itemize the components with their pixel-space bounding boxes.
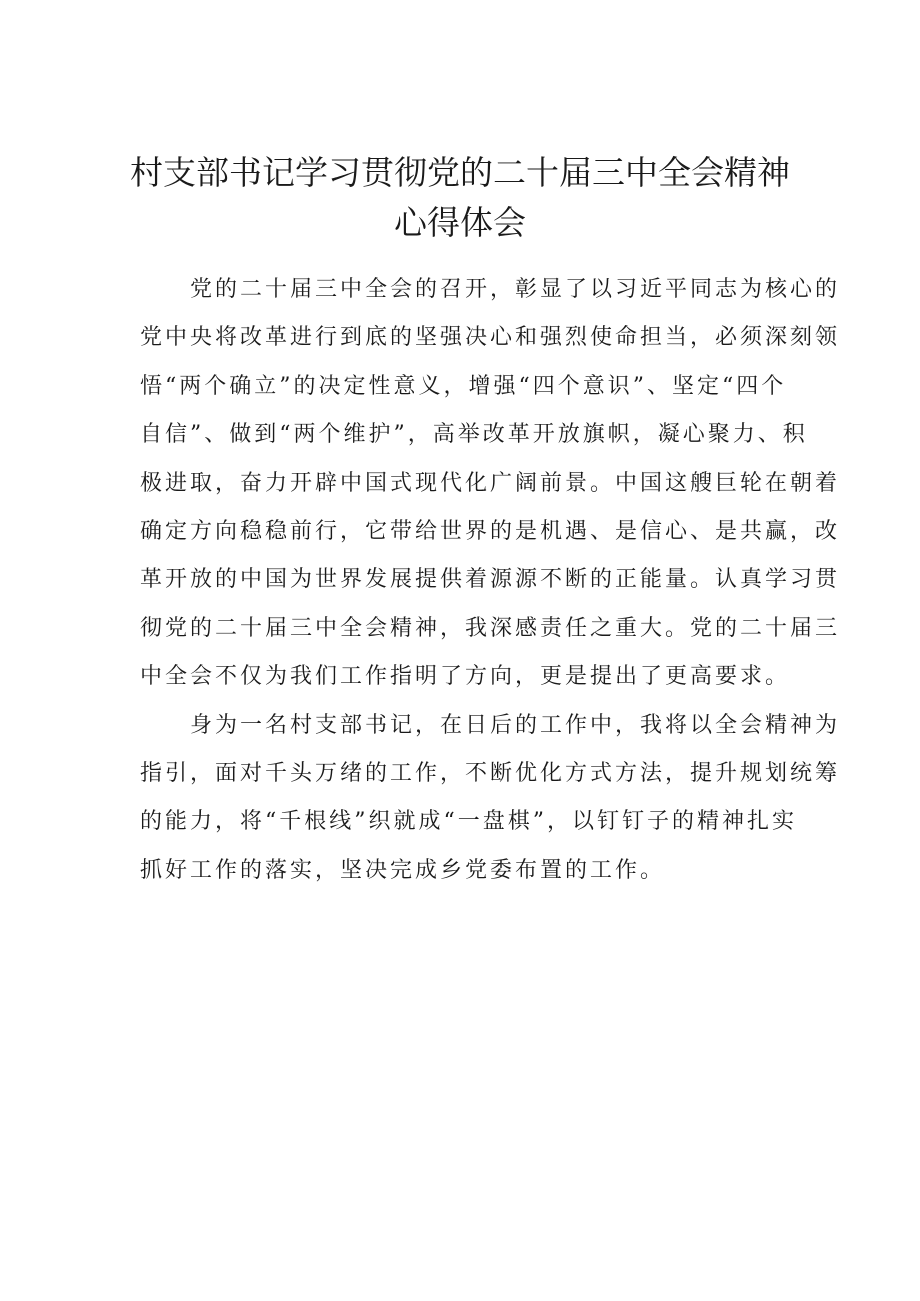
title-line: 心得体会 (394, 203, 526, 242)
text-line: 中全会不仅为我们工作指明了方向，更是提出了更高要求。 (140, 664, 791, 690)
text-line: 指引，面对千头万绪的工作，不断优化方式方法，提升规划统筹 (140, 761, 841, 787)
text-line: 自信”、做到“两个维护”，高举改革开放旗帜，凝心聚力、积 (140, 422, 808, 448)
text-line: 身为一名村支部书记，在日后的工作中，我将以全会精神为 (190, 712, 841, 738)
title-line: 村支部书记学习贯彻党的二十届三中全会精神 (130, 153, 790, 192)
text-line: 党的二十届三中全会的召开，彰显了以习近平同志为核心的 (190, 277, 841, 302)
text-line: 抓好工作的落实，坚决完成乡党委布置的工作。 (140, 857, 666, 883)
paragraph-2 (140, 702, 841, 896)
text-line: 的能力，将“千根线”织就成“一盘棋”，以钉钉子的精神扎实 (140, 809, 797, 835)
text-line: 党中央将改革进行到底的坚强决心和强烈使命担当，必须深刻领 (140, 325, 841, 351)
paragraph-1 (140, 266, 841, 702)
document-title (100, 148, 820, 248)
text-line: 确定方向稳稳前行，它带给世界的是机遇、是信心、是共赢，改 (140, 519, 841, 545)
text-line: 悟“两个确立”的决定性意义，增强“四个意识”、坚定“四个 (140, 373, 787, 399)
text-line: 革开放的中国为世界发展提供着源源不断的正能量。认真学习贯 (140, 567, 841, 593)
text-line: 极进取，奋力开辟中国式现代化广阔前景。中国这艘巨轮在朝着 (140, 470, 841, 496)
document-body (140, 266, 841, 895)
text-line: 彻党的二十届三中全会精神，我深感责任之重大。党的二十届三 (140, 615, 841, 641)
